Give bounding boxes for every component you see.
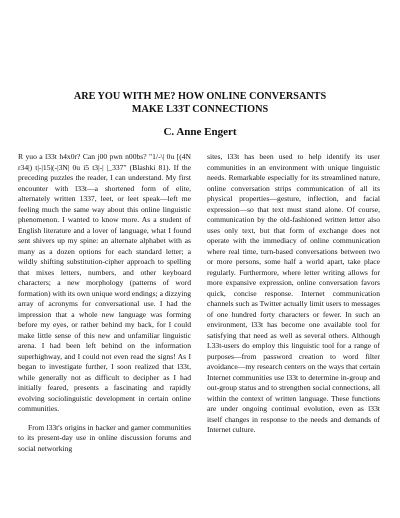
body-paragraph: sites, l33t has been used to help identify its user communities in an environment with unique linguistic needs. Remarkable especially for its streamlined nature, online conversation strips communication of all its physical properties—gesture, inflection, and facial expression—so that text must stand alone. Of course, communication by the old-fashioned written letter also uses only text, but that form of exchange does not operate with the immediacy of online communication where real time, turn-based conversations between two or more persons, some half a world apart, take place regularly. Furthermore, where letter writing allows for more expansive expression, online conversation favors quick, concise response. Internet communication channels such as Twitter actually limit users to messages of one hundred forty characters or fewer. In such an environment, l33t has become one available tool for satisfying that need as well as several others. Although L33t-users do employ this linguistic tool for a range of purposes—from password creation to word filter avoidance—my research centers on the ways that certain Internet communities use l33t to determine in-group and out-group status and to strengthen social connections, all within the context of written language. These functions are under ongoing continual evolution, even as l33t itself changes in response to the needs and demands of Internet culture. [207, 152, 380, 434]
article-title-line-1: ARE YOU WITH ME? HOW ONLINE CONVERSANTS [73, 91, 327, 102]
body-paragraph: From l33t's origins in hacker and gamer communities to its present-day use in online discussion forums and social networking [18, 422, 191, 453]
body-paragraph: R yuo a l33t h4x0r? Can j00 pwn n00bs? "1/-\| 0u [(4N r34|) t|-|15|(-|3N| 0u i5 t3|-| |_337" (Blashki 81). If the preceding puzzles the reader, I can understand. My first encounter with l33t—a shortened form of elite, alternately written 1337, leet, or leet speak—left me feeling much the same way about this online linguistic phenomenon. I wanted to know more. As a student of English literature and a lover of language, what I found sent shivers up my spine: an alternate alphabet with as many as a dozen options for each standard letter; a wildly shifting substitution-cipher approach to spelling that mixes letters, numbers, and other keyboard characters; a new morphology (patterns of word formation) with its own unique word endings; a dizzying array of acronyms for conversational use. I had the impression that a whole new language was forming before my eyes, or rather behind my back, for I could make little sense of this new and unfamiliar linguistic arena. I had been left behind on the information superhighway, and I could not even read the signs! As I began to investigate further, I soon realized that l33t, while generally not as difficult to decipher as I had initially feared, presents a fascinating and rapidly evolving sociolinguistic development in certain online communities. [18, 152, 191, 413]
article-title-line-2: MAKE L33T CONNECTIONS [131, 104, 269, 115]
right-column [207, 152, 380, 436]
author-name: C. Anne Engert [163, 126, 237, 138]
left-column [18, 152, 191, 454]
